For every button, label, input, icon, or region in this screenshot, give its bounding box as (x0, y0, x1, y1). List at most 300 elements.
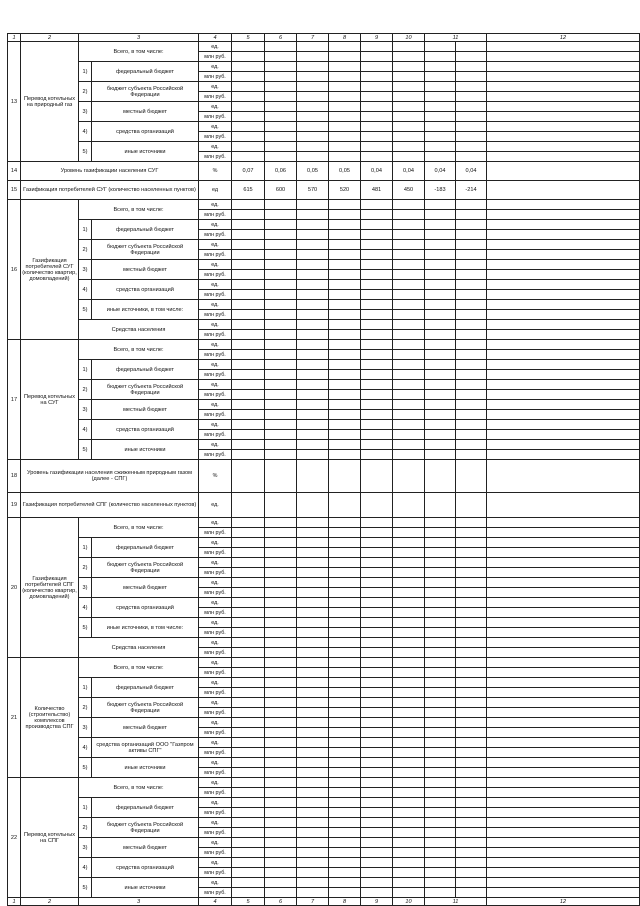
value-cell (265, 370, 297, 380)
value-cell (456, 748, 487, 758)
unit-cell: млн руб. (199, 72, 232, 82)
value-cell (297, 758, 329, 768)
unit-cell: млн руб. (199, 888, 232, 898)
value-cell (265, 112, 297, 122)
value-cell (297, 618, 329, 628)
value-cell (297, 738, 329, 748)
column-number: 7 (297, 898, 329, 906)
value-cell (425, 708, 456, 718)
value-cell (297, 638, 329, 648)
value-cell (425, 240, 456, 250)
table-row (8, 638, 640, 648)
value-cell (456, 568, 487, 578)
value-cell (456, 848, 487, 858)
source-label: иные источники (92, 878, 199, 898)
source-label: федеральный бюджет (92, 678, 199, 698)
value-cell (425, 658, 456, 668)
value-cell (297, 858, 329, 868)
column-number: 10 (393, 898, 425, 906)
value-cell (361, 698, 393, 708)
value-cell (297, 878, 329, 888)
value-cell (456, 82, 487, 92)
value-cell (232, 888, 265, 898)
value-cell (425, 142, 456, 152)
value-cell (425, 260, 456, 270)
value-cell (265, 320, 297, 330)
value-cell (232, 112, 265, 122)
value-cell (456, 380, 487, 390)
value-cell (456, 52, 487, 62)
value-cell (361, 370, 393, 380)
value-cell (297, 493, 329, 518)
value-cell (297, 708, 329, 718)
value-cell (393, 360, 425, 370)
unit-cell: ед. (199, 102, 232, 112)
value-cell (393, 112, 425, 122)
source-number: 4) (79, 738, 92, 758)
value-cell (487, 112, 640, 122)
value-cell (393, 848, 425, 858)
value-cell (393, 310, 425, 320)
value-cell (329, 548, 361, 558)
value-cell (425, 878, 456, 888)
value-cell (393, 778, 425, 788)
column-number: 1 (8, 34, 21, 42)
value-cell (456, 493, 487, 518)
table-row (8, 698, 640, 708)
value-cell (361, 52, 393, 62)
source-number: 4) (79, 598, 92, 618)
value-cell (425, 548, 456, 558)
value-cell (393, 608, 425, 618)
value-cell (265, 628, 297, 638)
table-row (8, 340, 640, 350)
value-cell (297, 200, 329, 210)
row-number: 18 (8, 460, 21, 493)
value-cell (425, 638, 456, 648)
value-cell (265, 102, 297, 112)
value-cell (297, 798, 329, 808)
value-cell (232, 320, 265, 330)
value-cell (487, 420, 640, 430)
value-cell (393, 420, 425, 430)
value-cell (425, 420, 456, 430)
value-cell (265, 848, 297, 858)
value-cell (361, 230, 393, 240)
source-label: федеральный бюджет (92, 798, 199, 818)
value-cell (393, 698, 425, 708)
unit-cell: ед (199, 181, 232, 200)
value-cell (425, 538, 456, 548)
source-number: 4) (79, 280, 92, 300)
value-cell (232, 72, 265, 82)
value-cell (393, 370, 425, 380)
unit-cell: млн руб. (199, 868, 232, 878)
value-cell (329, 122, 361, 132)
value-cell (329, 72, 361, 82)
value-cell (487, 788, 640, 798)
table-row (8, 658, 640, 668)
value-cell (232, 410, 265, 420)
unit-cell: млн руб. (199, 152, 232, 162)
value-cell (265, 440, 297, 450)
value-cell (329, 330, 361, 340)
value-cell (393, 280, 425, 290)
unit-cell: млн руб. (199, 568, 232, 578)
total-label: Всего, в том числе: (79, 658, 199, 678)
column-number: 5 (232, 898, 265, 906)
column-number: 3 (79, 34, 199, 42)
value-cell (425, 818, 456, 828)
value-cell (265, 270, 297, 280)
value-cell (456, 260, 487, 270)
value-cell (456, 868, 487, 878)
value-cell (361, 92, 393, 102)
value-cell (425, 280, 456, 290)
value-cell (456, 668, 487, 678)
value-cell (329, 390, 361, 400)
value-cell (297, 748, 329, 758)
value-cell (456, 220, 487, 230)
value-cell (329, 618, 361, 628)
value-cell (361, 638, 393, 648)
value-cell (456, 888, 487, 898)
source-number: 2) (79, 240, 92, 260)
value-cell (265, 578, 297, 588)
value-cell (265, 420, 297, 430)
value-cell (265, 330, 297, 340)
unit-cell: ед. (199, 778, 232, 788)
value-cell (265, 808, 297, 818)
value-cell (487, 838, 640, 848)
value-cell (393, 460, 425, 493)
value-cell (456, 788, 487, 798)
value-cell (393, 330, 425, 340)
value-cell (361, 798, 393, 808)
value-cell (487, 888, 640, 898)
value-cell (487, 250, 640, 260)
value-cell (456, 280, 487, 290)
value-cell (329, 240, 361, 250)
value-cell (329, 658, 361, 668)
value-cell (297, 320, 329, 330)
source-number: 1) (79, 798, 92, 818)
value-cell (361, 868, 393, 878)
unit-cell: млн руб. (199, 210, 232, 220)
value-cell (297, 122, 329, 132)
table-row (8, 818, 640, 828)
value-cell (361, 142, 393, 152)
value-cell: 0,04 (361, 162, 393, 181)
value-cell (456, 330, 487, 340)
table-row (8, 518, 640, 528)
value-cell (487, 688, 640, 698)
value-cell (232, 400, 265, 410)
table-row (8, 220, 640, 230)
value-cell (329, 768, 361, 778)
value-cell (265, 558, 297, 568)
value-cell (425, 698, 456, 708)
unit-cell: ед. (199, 240, 232, 250)
value-cell (265, 858, 297, 868)
value-cell (425, 400, 456, 410)
table-row (8, 758, 640, 768)
value-cell (329, 310, 361, 320)
value-cell (329, 728, 361, 738)
value-cell (425, 220, 456, 230)
value-cell (297, 300, 329, 310)
unit-cell: млн руб. (199, 748, 232, 758)
value-cell (425, 360, 456, 370)
value-cell (329, 440, 361, 450)
source-number: 2) (79, 380, 92, 400)
unit-cell: ед. (199, 440, 232, 450)
value-cell (297, 668, 329, 678)
value-cell (456, 698, 487, 708)
unit-cell: млн руб. (199, 828, 232, 838)
value-cell (393, 430, 425, 440)
value-cell (329, 518, 361, 528)
source-label: местный бюджет (92, 400, 199, 420)
table-row (8, 360, 640, 370)
value-cell (265, 92, 297, 102)
value-cell (297, 390, 329, 400)
value-cell (232, 360, 265, 370)
value-cell (265, 290, 297, 300)
value-cell (329, 688, 361, 698)
unit-cell: млн руб. (199, 310, 232, 320)
value-cell (265, 220, 297, 230)
value-cell (232, 260, 265, 270)
row-number: 13 (8, 42, 21, 162)
value-cell (456, 290, 487, 300)
value-cell (487, 92, 640, 102)
value-cell (393, 568, 425, 578)
value-cell (329, 678, 361, 688)
value-cell (361, 42, 393, 52)
value-cell (329, 598, 361, 608)
value-cell (456, 430, 487, 440)
value-cell (425, 340, 456, 350)
value-cell (487, 588, 640, 598)
value-cell (232, 82, 265, 92)
value-cell (232, 838, 265, 848)
value-cell (329, 270, 361, 280)
value-cell (361, 788, 393, 798)
value-cell (393, 678, 425, 688)
value-cell (456, 628, 487, 638)
column-number: 9 (361, 34, 393, 42)
row-number: 22 (8, 778, 21, 898)
value-cell (487, 598, 640, 608)
value-cell (329, 798, 361, 808)
value-cell (329, 340, 361, 350)
value-cell (425, 112, 456, 122)
value-cell (487, 538, 640, 548)
unit-cell: ед. (199, 142, 232, 152)
value-cell (297, 260, 329, 270)
value-cell (393, 788, 425, 798)
value-cell (265, 52, 297, 62)
unit-cell: ед. (199, 578, 232, 588)
value-cell (487, 450, 640, 460)
value-cell (456, 62, 487, 72)
table-row (8, 878, 640, 888)
value-cell (393, 200, 425, 210)
value-cell (425, 270, 456, 280)
value-cell (487, 858, 640, 868)
total-label: Всего, в том числе: (79, 340, 199, 360)
value-cell (232, 270, 265, 280)
row-name: Количество (строительство) комплексов производства СПГ (21, 658, 79, 778)
value-cell (361, 748, 393, 758)
value-cell (425, 210, 456, 220)
unit-cell: ед. (199, 122, 232, 132)
value-cell (456, 102, 487, 112)
unit-cell: ед. (199, 300, 232, 310)
unit-cell: ед. (199, 518, 232, 528)
value-cell (425, 788, 456, 798)
value-cell (487, 320, 640, 330)
value-cell (329, 132, 361, 142)
value-cell (361, 618, 393, 628)
value-cell (361, 390, 393, 400)
value-cell (329, 400, 361, 410)
value-cell (232, 440, 265, 450)
value-cell (361, 300, 393, 310)
value-cell (232, 828, 265, 838)
value-cell (297, 768, 329, 778)
population-funds-label: Средства населения (79, 638, 199, 658)
value-cell (487, 270, 640, 280)
source-number: 1) (79, 538, 92, 558)
value-cell (329, 200, 361, 210)
value-cell (425, 300, 456, 310)
value-cell (425, 290, 456, 300)
value-cell (487, 768, 640, 778)
value-cell (361, 290, 393, 300)
unit-cell: ед. (199, 658, 232, 668)
value-cell: 0,04 (456, 162, 487, 181)
value-cell (297, 808, 329, 818)
value-cell (232, 142, 265, 152)
value-cell (487, 618, 640, 628)
unit-cell: млн руб. (199, 390, 232, 400)
value-cell (329, 628, 361, 638)
value-cell (361, 72, 393, 82)
value-cell (425, 578, 456, 588)
value-cell (232, 608, 265, 618)
table-row (8, 558, 640, 568)
value-cell (361, 558, 393, 568)
value-cell (456, 400, 487, 410)
value-cell (456, 340, 487, 350)
value-cell (297, 608, 329, 618)
value-cell (361, 82, 393, 92)
value-cell (425, 608, 456, 618)
value-cell (329, 42, 361, 52)
value-cell (232, 380, 265, 390)
value-cell (265, 300, 297, 310)
value-cell (361, 778, 393, 788)
value-cell (393, 868, 425, 878)
table-row (8, 400, 640, 410)
source-label: местный бюджет (92, 838, 199, 858)
row-number: 14 (8, 162, 21, 181)
value-cell (456, 688, 487, 698)
unit-cell: млн руб. (199, 668, 232, 678)
row-name: Газификация потребителей СПГ (количество квартир, домовладений) (21, 518, 79, 658)
value-cell (265, 778, 297, 788)
value-cell (232, 628, 265, 638)
source-number: 1) (79, 360, 92, 380)
table-row (8, 142, 640, 152)
value-cell (361, 678, 393, 688)
value-cell (393, 52, 425, 62)
value-cell (425, 688, 456, 698)
value-cell (487, 440, 640, 450)
value-cell (425, 493, 456, 518)
value-cell (456, 300, 487, 310)
value-cell (487, 628, 640, 638)
value-cell (487, 132, 640, 142)
value-cell (487, 548, 640, 558)
value-cell (265, 688, 297, 698)
value-cell (487, 738, 640, 748)
value-cell (329, 380, 361, 390)
unit-cell: млн руб. (199, 132, 232, 142)
value-cell (329, 102, 361, 112)
value-cell (456, 538, 487, 548)
value-cell (487, 200, 640, 210)
column-number: 8 (329, 898, 361, 906)
value-cell (361, 122, 393, 132)
source-number: 4) (79, 122, 92, 142)
value-cell (393, 260, 425, 270)
value-cell (329, 450, 361, 460)
value-cell (425, 72, 456, 82)
unit-cell: ед. (199, 718, 232, 728)
value-cell (393, 808, 425, 818)
value-cell (361, 528, 393, 538)
value-cell (425, 628, 456, 638)
unit-cell: млн руб. (199, 112, 232, 122)
value-cell (232, 220, 265, 230)
table-row (8, 42, 640, 52)
value-cell (456, 320, 487, 330)
value-cell (232, 450, 265, 460)
value-cell (361, 460, 393, 493)
value-cell (393, 858, 425, 868)
value-cell (232, 708, 265, 718)
value-cell (329, 420, 361, 430)
value-cell (297, 430, 329, 440)
unit-cell: млн руб. (199, 688, 232, 698)
table-row (8, 678, 640, 688)
value-cell (265, 250, 297, 260)
value-cell (232, 858, 265, 868)
value-cell (265, 868, 297, 878)
value-cell (232, 798, 265, 808)
value-cell (487, 350, 640, 360)
value-cell (456, 390, 487, 400)
value-cell (297, 828, 329, 838)
value-cell (329, 320, 361, 330)
value-cell (329, 708, 361, 718)
value-cell (297, 628, 329, 638)
value-cell (393, 618, 425, 628)
value-cell (393, 102, 425, 112)
